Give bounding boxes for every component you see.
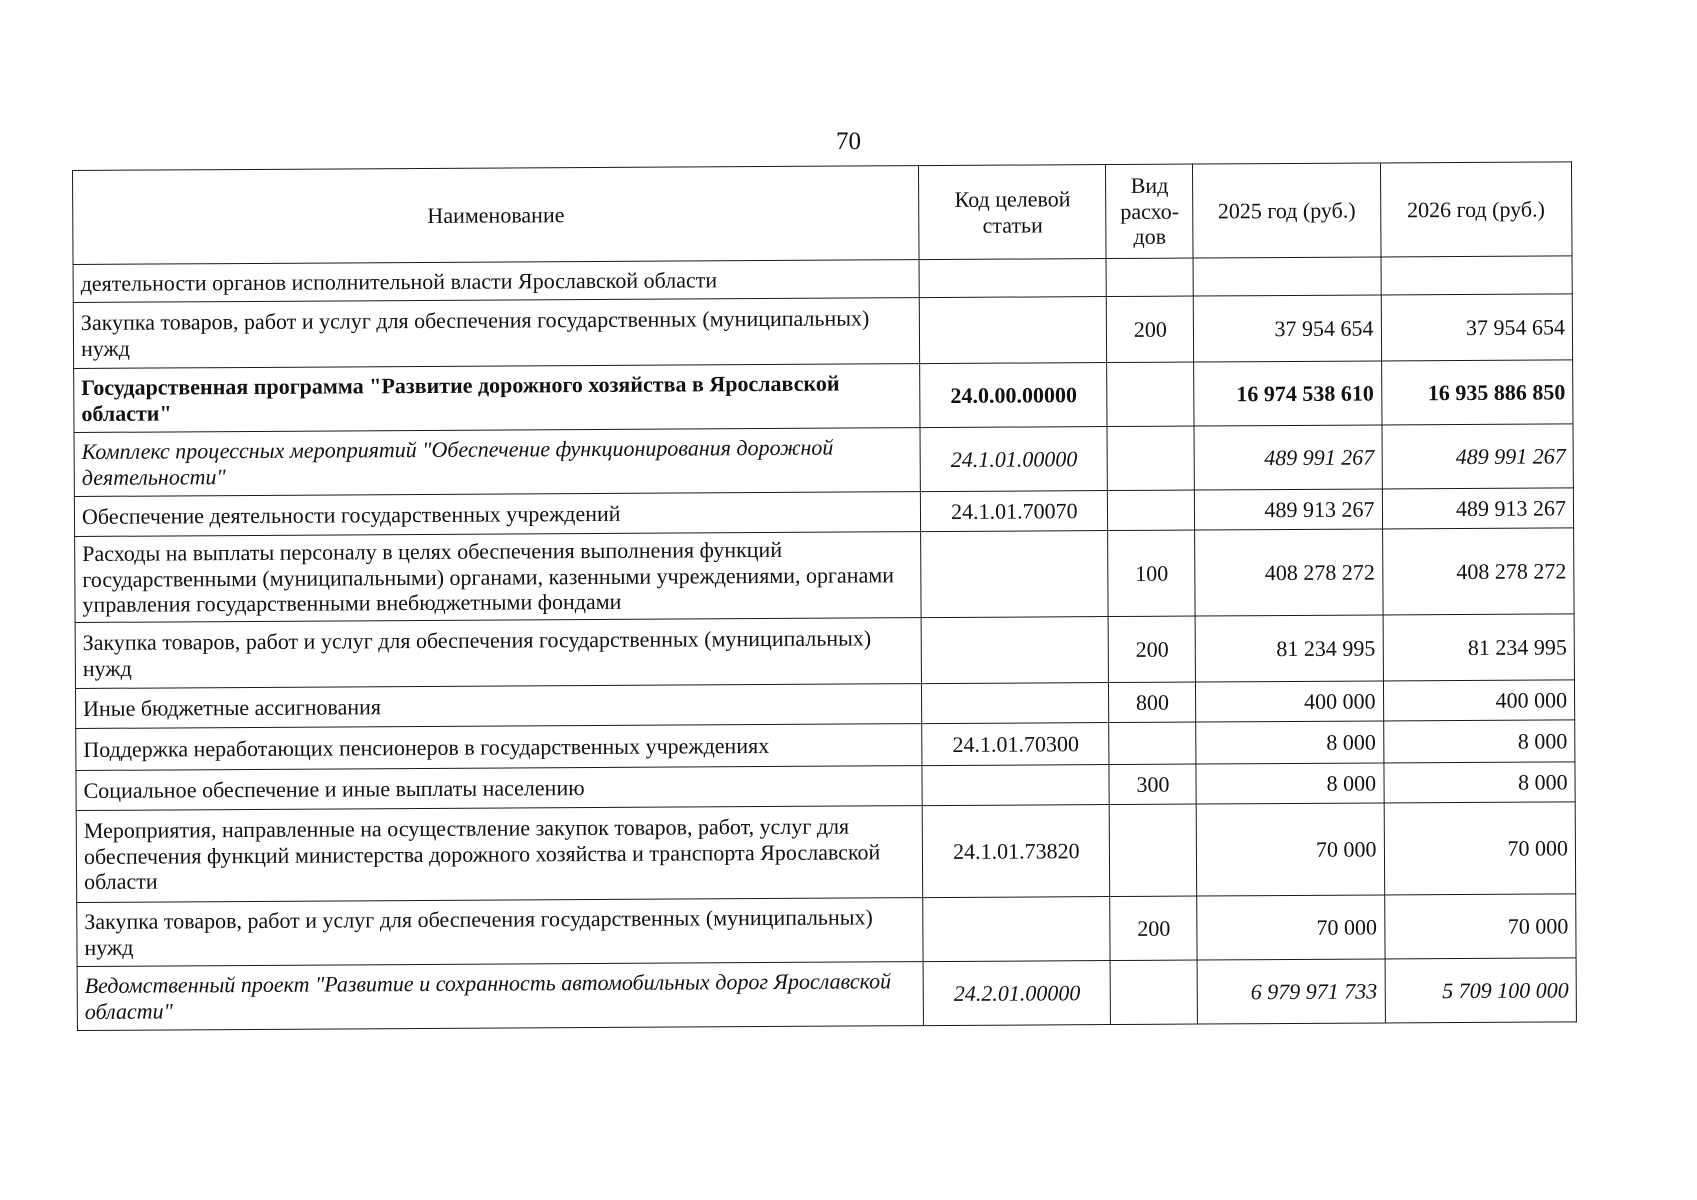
row-2025: 408 278 272: [1195, 529, 1383, 616]
row-name: Комплекс процессных мероприятий "Обеспечение функционирования дорожной деятельности": [74, 428, 921, 497]
row-vid: [1108, 490, 1195, 531]
table-row: [75, 614, 1574, 689]
row-name: Государственная программа "Развитие дорожного хозяйства в Ярославской области": [74, 364, 921, 433]
row-2025: 8 000: [1196, 721, 1383, 764]
row-2026: 489 991 267: [1382, 424, 1574, 489]
row-2026: 408 278 272: [1382, 528, 1574, 615]
row-name: Закупка товаров, работ и услуг для обеспечения государственных (муниципальных) нужд: [75, 618, 922, 689]
row-code: 24.2.01.00000: [923, 961, 1110, 1026]
row-name: Закупка товаров, работ и услуг для обеспечения государственных (муниципальных) нужд: [73, 298, 920, 369]
table-row: [74, 424, 1573, 497]
table-row: [73, 294, 1572, 369]
row-vid: [1110, 960, 1197, 1025]
budget-table: [72, 161, 1577, 1031]
row-name: Социальное обеспечение и иные выплаты населению: [76, 766, 923, 811]
row-2025: 70 000: [1197, 895, 1384, 960]
row-name: Закупка товаров, работ и услуг для обеспечения государственных (муниципальных) нужд: [77, 898, 924, 967]
row-code: 24.1.01.00000: [920, 427, 1107, 492]
header-2026: 2026 год (руб.): [1380, 162, 1572, 257]
header-name: Наименование: [73, 166, 920, 265]
row-name: Ведомственный проект "Развитие и сохранность автомобильных дорог Ярославской области": [77, 962, 924, 1031]
row-2025: 489 991 267: [1194, 425, 1381, 490]
row-2026: 70 000: [1384, 802, 1576, 895]
row-2025: 70 000: [1197, 803, 1385, 896]
row-vid: 100: [1108, 530, 1196, 616]
table-row: [76, 802, 1576, 903]
row-vid: [1106, 258, 1193, 297]
row-2025: 37 954 654: [1194, 295, 1381, 362]
row-2025: 8 000: [1196, 763, 1383, 804]
row-2026: 81 234 995: [1383, 614, 1575, 681]
row-vid: 200: [1107, 296, 1194, 363]
row-code: [921, 531, 1109, 618]
table-row: [75, 528, 1574, 623]
row-name: Обеспечение деятельности государственных учреждений: [74, 492, 921, 537]
row-vid: 200: [1110, 896, 1197, 961]
row-vid: [1109, 722, 1196, 765]
row-code: 24.1.01.70070: [921, 491, 1108, 532]
row-vid: [1107, 362, 1194, 427]
row-2026: [1381, 256, 1573, 295]
table-header-row: [73, 162, 1573, 265]
row-code: [922, 765, 1109, 806]
row-2026: 37 954 654: [1381, 294, 1573, 361]
row-code: [922, 683, 1109, 724]
table-body: [73, 256, 1576, 1031]
row-2026: 8 000: [1383, 762, 1575, 803]
table-row: [77, 958, 1576, 1031]
row-code: [919, 259, 1106, 298]
table-row: [77, 894, 1576, 967]
header-2025: 2025 год (руб.): [1193, 163, 1381, 258]
row-2025: 400 000: [1196, 681, 1383, 722]
row-code: [923, 897, 1110, 962]
row-2026: 16 935 886 850: [1381, 360, 1573, 425]
row-code: [920, 297, 1107, 364]
page-number: 70: [836, 128, 861, 155]
row-2025: 6 979 971 733: [1197, 959, 1384, 1024]
row-2026: 5 709 100 000: [1385, 958, 1577, 1023]
row-vid: [1107, 426, 1194, 491]
row-code: 24.0.00.00000: [920, 363, 1107, 428]
row-name: Мероприятия, направленные на осуществление закупок товаров, работ, услуг для обеспечения функций министерства дорожного хозяйства и транспорта Ярославской области: [76, 806, 923, 903]
row-name: Расходы на выплаты персоналу в целях обеспечения выполнения функций государственными (муниципальными) органами, казенными учреждениями, органами управления государственными внебюджетными фондами: [75, 532, 922, 623]
row-code: 24.1.01.70300: [922, 723, 1109, 766]
row-2025: 489 913 267: [1195, 489, 1382, 530]
row-vid: 200: [1108, 616, 1195, 683]
row-code: [921, 617, 1108, 684]
row-vid: [1110, 804, 1198, 896]
row-2026: 70 000: [1384, 894, 1576, 959]
row-2025: 16 974 538 610: [1194, 361, 1381, 426]
header-code: Код целевой статьи: [919, 165, 1107, 260]
row-vid: 300: [1109, 764, 1196, 805]
row-code: 24.1.01.73820: [922, 805, 1110, 898]
row-vid: 800: [1109, 682, 1196, 723]
row-name: Поддержка неработающих пенсионеров в государственных учреждениях: [76, 724, 923, 771]
row-2026: 400 000: [1383, 680, 1575, 721]
row-2025: 81 234 995: [1196, 615, 1383, 682]
header-vid: Вид расхо-дов: [1106, 164, 1194, 258]
row-name: Иные бюджетные ассигнования: [75, 684, 922, 729]
row-2026: 8 000: [1383, 720, 1575, 763]
row-2026: 489 913 267: [1382, 488, 1574, 529]
row-2025: [1193, 257, 1380, 296]
row-name: деятельности органов исполнительной власти Ярославской области: [73, 260, 920, 303]
table-row: [74, 360, 1573, 433]
